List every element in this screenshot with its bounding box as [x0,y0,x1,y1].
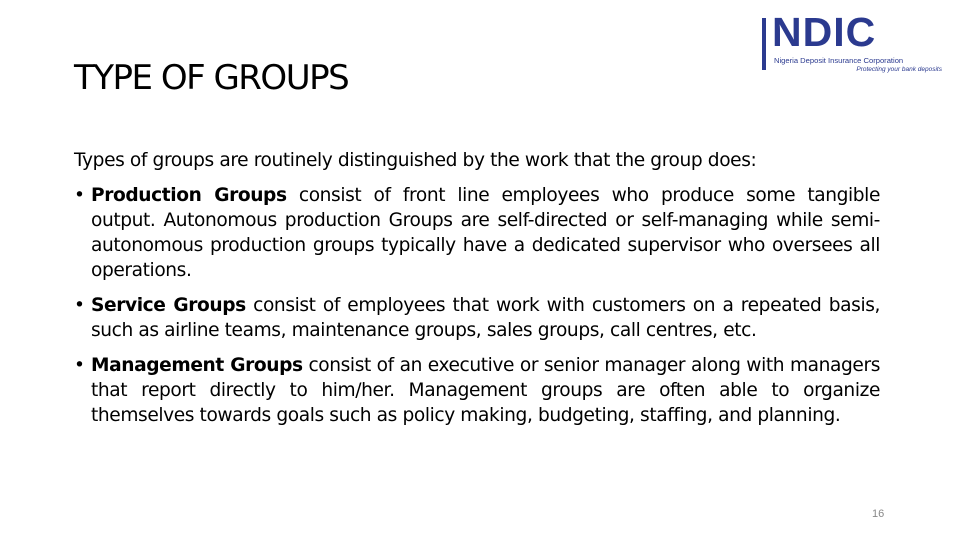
bullet-text: consist of front line employees who produce some tangible output. Autonomous production Groups are self-directed or self-managing while semi-autonomous production groups typically have a dedicated supervisor who oversees all operations. [91,185,880,281]
bullet-service-groups [74,293,880,343]
slide-body [74,148,880,438]
logo-subtitle: Nigeria Deposit Insurance Corporation [774,56,904,65]
bullet-term: Service Groups [91,295,246,316]
logo-bar [762,18,766,70]
bullet-text: consist of employees that work with customers on a repeated basis, such as airline teams, maintenance groups, sales groups, call centres, etc. [91,295,881,341]
bullet-management-groups [74,353,880,428]
bullet-list [74,183,880,428]
logo-wordmark: NDIC [772,9,877,55]
bullet-term: Management Groups [91,355,303,376]
bullet-production-groups [74,183,880,283]
page-number: 16 [872,508,885,520]
bullet-text: consist of an executive or senior manager along with managers that report directly to him/her. Management groups are often able to organize themselves towards goals such as policy making, budgeting, staffing, and planning. [91,355,880,426]
intro-text: Types of groups are routinely distinguished by the work that the group does: [74,150,757,171]
ndic-logo [758,9,948,76]
slide-title: TYPE OF GROUPS [74,58,349,98]
bullet-term: Production Groups [91,185,287,206]
logo-tagline: Protecting your bank deposits [856,66,942,73]
